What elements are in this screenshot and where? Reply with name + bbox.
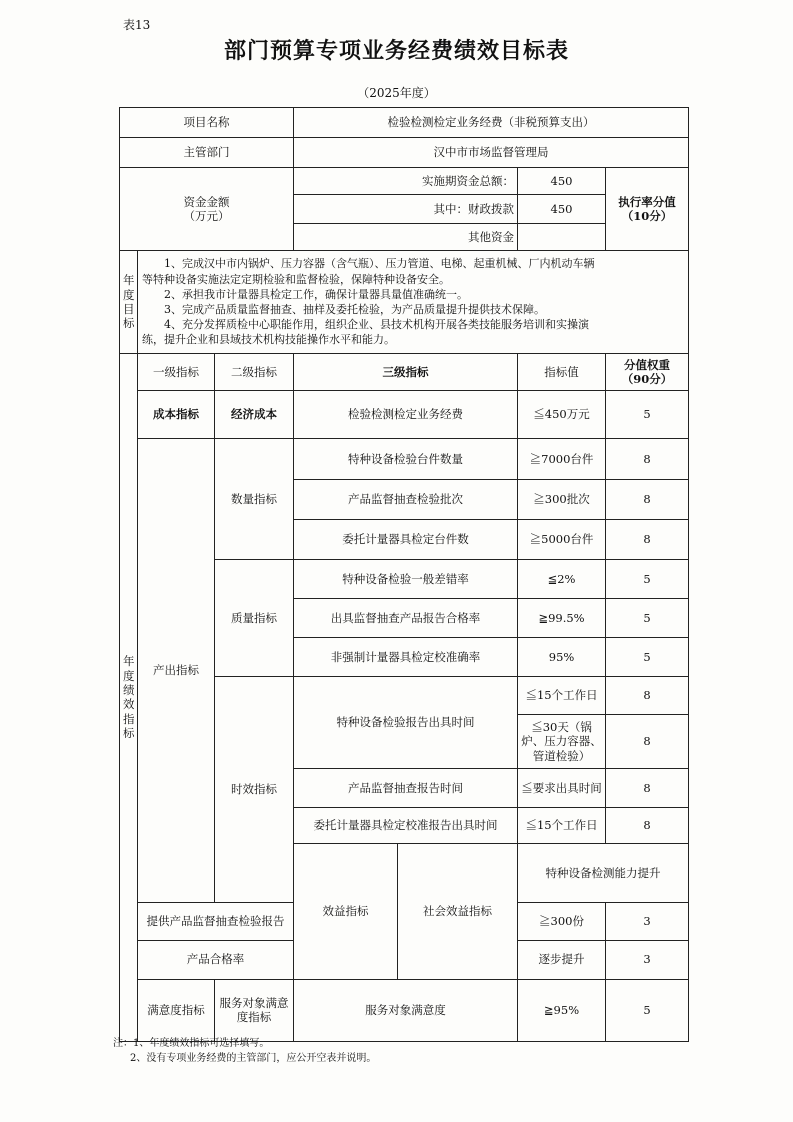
cost-l3: 检验检测检定业务经费	[294, 391, 518, 439]
goal-item: 等特种设备实施法定定期检验和监督检验，保障特种设备安全。	[142, 272, 450, 286]
goal-item: 2、承担我市计量器具检定工作，确保计量器具量值准确统一。	[164, 287, 468, 301]
project-name-label: 项目名称	[120, 108, 294, 138]
timeliness-weight: 8	[606, 677, 689, 715]
page-title: 部门预算专项业务经费绩效目标表	[223, 39, 569, 64]
dept-label: 主管部门	[120, 138, 294, 168]
satisfaction-l1: 满意度指标	[138, 979, 215, 1041]
quantity-weight: 8	[606, 480, 689, 520]
timeliness-weight: 8	[606, 769, 689, 808]
header-value: 指标值	[518, 354, 606, 391]
quantity-l3: 特种设备检验台件数量	[294, 439, 518, 480]
quality-l3: 非强制计量器具检定校准确率	[294, 638, 518, 677]
social-benefit-label: 社会效益指标	[398, 844, 518, 980]
header-level2: 二级指标	[215, 354, 294, 391]
footnote-2: 2、没有专项业务经费的主管部门，应公开空表并说明。	[130, 1053, 377, 1064]
cost-weight: 5	[606, 391, 689, 439]
exec-rate-label: 执行率分值	[618, 194, 676, 209]
annual-goals-label: 年度目标	[120, 251, 138, 354]
header-weight-cell	[606, 354, 689, 391]
social-weight: 3	[606, 902, 689, 940]
timeliness-value: ≦30天（锅炉、压力容器、管道检验）	[518, 715, 606, 769]
quality-l3: 特种设备检验一般差错率	[294, 560, 518, 599]
social-l3: 特种设备检测能力提升	[518, 844, 689, 903]
table-number: 表13	[123, 18, 151, 32]
fiscal-funds-label: 其中：财政拨款	[294, 195, 518, 224]
exec-rate-score: （10分）	[621, 209, 673, 223]
satisfaction-l2: 服务对象满意度指标	[215, 979, 294, 1041]
quantity-indicator-label: 数量指标	[215, 439, 294, 560]
funds-label-cell	[120, 168, 294, 251]
quality-value: ≧99.5%	[518, 599, 606, 638]
social-weight: 3	[606, 940, 689, 979]
header-weight: 分值权重	[624, 357, 671, 372]
benefit-indicator-label: 效益指标	[294, 844, 398, 980]
goal-item: 3、完成产品质量监督抽查、抽样及委托检验，为产品质量提升提供技术保障。	[164, 303, 545, 316]
project-name-value: 检验检测检定业务经费（非税预算支出）	[294, 108, 689, 138]
quantity-weight: 8	[606, 439, 689, 480]
timeliness-value: ≦15个工作日	[518, 677, 606, 715]
quality-weight: 5	[606, 638, 689, 677]
header-level3: 三级指标	[294, 354, 518, 391]
output-indicator-label: 产出指标	[138, 439, 215, 903]
other-funds-value	[518, 224, 606, 251]
goal-item: 4、充分发挥质检中心职能作用，组织企业、县技术机构开展各类技能服务培训和实操演	[164, 318, 589, 332]
timeliness-l3: 委托计量器具检定校准报告出具时间	[294, 808, 518, 844]
timeliness-special-l3: 特种设备检验报告出具时间	[294, 677, 518, 769]
other-funds-label: 其他资金	[294, 224, 518, 251]
satisfaction-value: ≧95%	[518, 979, 606, 1041]
header-level1: 一级指标	[138, 354, 215, 391]
funds-unit: （万元）	[183, 209, 230, 223]
quantity-value: ≧5000台件	[518, 520, 606, 560]
goal-item: 练，提升企业和县域技术机构技能操作水平和能力。	[142, 333, 395, 347]
satisfaction-l3: 服务对象满意度	[294, 979, 518, 1041]
quality-weight: 5	[606, 599, 689, 638]
quality-value: 95%	[518, 638, 606, 677]
timeliness-value: ≦要求出具时间	[518, 769, 606, 808]
fiscal-funds-value: 450	[518, 195, 606, 224]
social-l3: 提供产品监督抽查检验报告	[138, 902, 294, 940]
quantity-value: ≧300批次	[518, 480, 606, 520]
quality-l3: 出具监督抽查产品报告合格率	[294, 599, 518, 638]
quantity-weight: 8	[606, 520, 689, 560]
fiscal-year: （2025年度）	[357, 86, 436, 100]
social-value: ≧300份	[518, 902, 606, 940]
quantity-l3: 委托计量器具检定台件数	[294, 520, 518, 560]
exec-rate-score-cell	[606, 168, 689, 251]
cost-l2: 经济成本	[215, 391, 294, 439]
timeliness-weight: 8	[606, 715, 689, 769]
header-weight-total: （90分）	[621, 372, 673, 386]
quantity-l3: 产品监督抽查检验批次	[294, 480, 518, 520]
quality-value: ≦2%	[518, 560, 606, 599]
performance-target-table	[119, 107, 689, 1042]
quality-indicator-label: 质量指标	[215, 560, 294, 677]
social-l3: 产品合格率	[138, 940, 294, 979]
social-value: 逐步提升	[518, 940, 606, 979]
quality-weight: 5	[606, 560, 689, 599]
timeliness-value: ≦15个工作日	[518, 808, 606, 844]
cost-value: ≦450万元	[518, 391, 606, 439]
timeliness-indicator-label: 时效指标	[215, 677, 294, 903]
timeliness-l3: 产品监督抽查报告时间	[294, 769, 518, 808]
goal-item: 1、完成汉中市内锅炉、压力容器（含气瓶）、压力管道、电梯、起重机械、厂内机动车辆	[164, 257, 595, 271]
dept-value: 汉中市市场监督管理局	[294, 138, 689, 168]
satisfaction-weight: 5	[606, 979, 689, 1041]
annual-indicators-label: 年度绩效指标	[120, 354, 138, 1042]
quantity-value: ≧7000台件	[518, 439, 606, 480]
footnote-1: 注：1、年度绩效指标可选择填写。	[113, 1038, 270, 1049]
timeliness-weight: 8	[606, 808, 689, 844]
cost-l1: 成本指标	[138, 391, 215, 439]
total-funds-value: 450	[518, 168, 606, 195]
annual-goals-text	[138, 251, 689, 354]
funds-label: 资金金额	[183, 194, 230, 209]
total-funds-label: 实施期资金总额：	[294, 168, 518, 195]
footnotes	[113, 1036, 376, 1066]
